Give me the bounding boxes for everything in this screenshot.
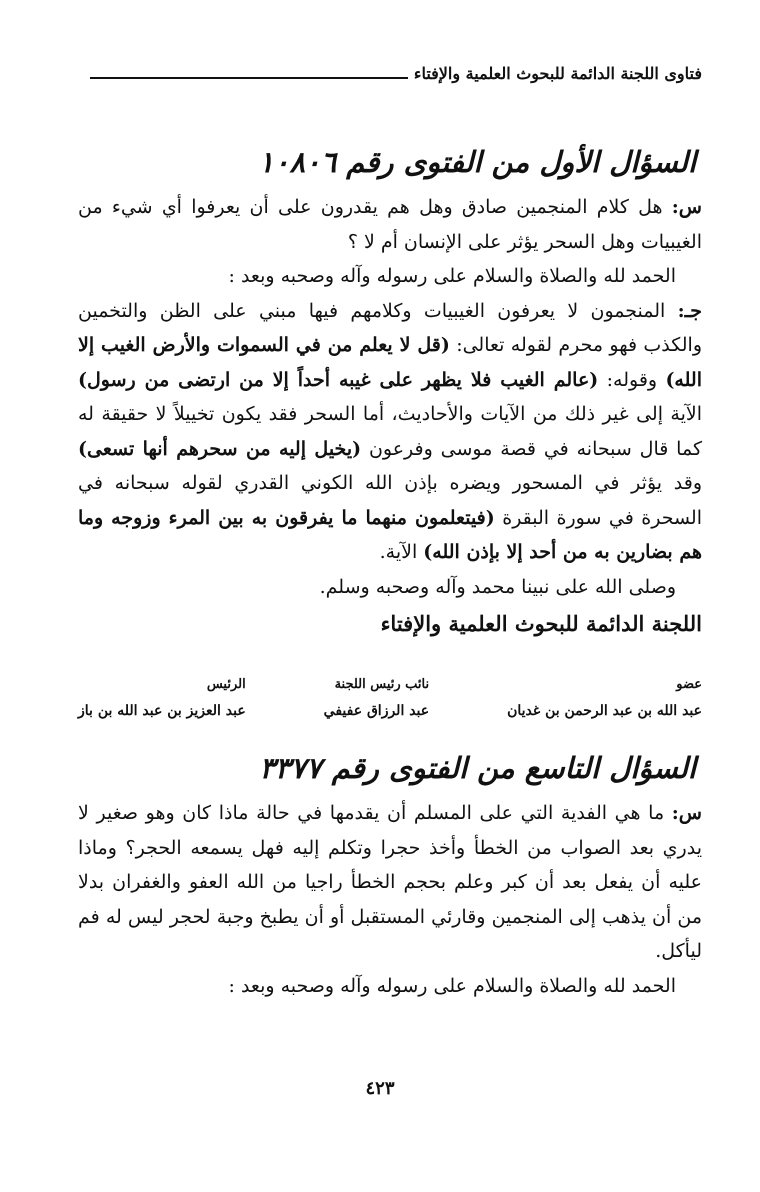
signatories bbox=[78, 672, 702, 724]
question-label: س: bbox=[671, 196, 702, 218]
signer-name: عبد الله بن عبد الرحمن بن غديان bbox=[507, 703, 702, 719]
signer-role: عضو bbox=[676, 677, 702, 692]
quran-quote-1: (قل لا يعلم من في السموات والأرض الغيب إلا الله) bbox=[78, 334, 702, 391]
fatwa-1-title: السؤال الأول من الفتوى رقم ١٠٨٠٦ bbox=[258, 145, 696, 179]
answer-part-4: وقد يؤثر في المسحور ويضره بإذن الله الكوني القدري لقوله سبحانه في السحرة في سورة البقرة bbox=[78, 472, 702, 529]
committee-name: اللجنة الدائمة للبحوث العلمية والإفتاء bbox=[380, 611, 702, 636]
quran-quote-4: (فيتعلمون منهما ما يفرقون به بين المرء وزوجه وما هم بضارين به من أحد إلا بإذن الله) bbox=[78, 506, 702, 563]
fatwa-1-opening: الحمد لله والصلاة والسلام على رسوله وآله وصحبه وبعد : bbox=[228, 265, 676, 287]
question-label: س: bbox=[671, 802, 703, 824]
fatwa-1-closing: وصلى الله على نبينا محمد وآله وصحبه وسلم. bbox=[319, 575, 676, 598]
signer-name: عبد العزيز بن عبد الله بن باز bbox=[78, 703, 246, 719]
answer-part-1: المنجمون لا يعرفون الغيبيات وكلامهم فيها مبني على الظن والتخمين والكذب فهو محرم لقوله تعالى: bbox=[78, 299, 702, 356]
fatwa-2-title: السؤال التاسع من الفتوى رقم ٣٣٧٧ bbox=[259, 751, 696, 785]
signer-role: الرئيس bbox=[206, 677, 246, 692]
header-rule bbox=[90, 77, 408, 79]
running-header-title: فتاوى اللجنة الدائمة للبحوث العلمية والإفتاء bbox=[413, 64, 702, 83]
quran-quote-3: (يخيل إليه من سحرهم أنها تسعى) bbox=[78, 437, 362, 460]
fatwa-1-question bbox=[78, 190, 702, 259]
fatwa-2-question bbox=[78, 796, 702, 969]
answer-part-5: الآية. bbox=[379, 541, 418, 563]
signer-vice-chair bbox=[324, 672, 429, 724]
page-content bbox=[78, 140, 702, 1003]
running-header bbox=[90, 58, 702, 82]
fatwa-1-answer bbox=[78, 294, 702, 570]
question-text: هل كلام المنجمين صادق وهل هم يقدرون على أن يعرفوا أي شيء من الغيبيات وهل السحر يؤثر على الإنسان أم لا ؟ bbox=[78, 196, 702, 253]
answer-part-3: الآية إلى غير ذلك من الآيات والأحاديث، أما السحر فقد يكون تخييلاً لا حقيقة له كما قال سبحانه في قصة موسى وفرعون bbox=[78, 403, 702, 460]
answer-label: جـ: bbox=[677, 299, 702, 322]
signer-role: نائب رئيس اللجنة bbox=[334, 677, 430, 692]
page-number: ٤٢٣ bbox=[365, 1078, 395, 1099]
quran-quote-2: (عالم الغيب فلا يظهر على غيبه أحداً إلا من ارتضى من رسول) bbox=[78, 368, 599, 391]
fatwa-2-opening: الحمد لله والصلاة والسلام على رسوله وآله وصحبه وبعد : bbox=[228, 974, 676, 997]
signer-chair bbox=[78, 672, 246, 724]
answer-part-2: وقوله: bbox=[606, 368, 658, 391]
signer-name: عبد الرزاق عفيفي bbox=[323, 703, 430, 719]
signer-member bbox=[507, 672, 702, 724]
question-text: ما هي الفدية التي على المسلم أن يقدمها في حالة ماذا كان وهو صغير لا يدري بعد الصواب من الخطأ وأخذ حجرا وتكلم إليه فهل يسمعه الحجر؟ وماذا عليه أن يفعل بعد أن كبر وعلم بحجم الخطأ راجيا من الله العفو والغفران بدلا من أن يذهب إلى المنجمين وقارئي المستقبل أو أن يطبخ وجبة لحجر ليس له فم ليأكل. bbox=[78, 802, 702, 962]
